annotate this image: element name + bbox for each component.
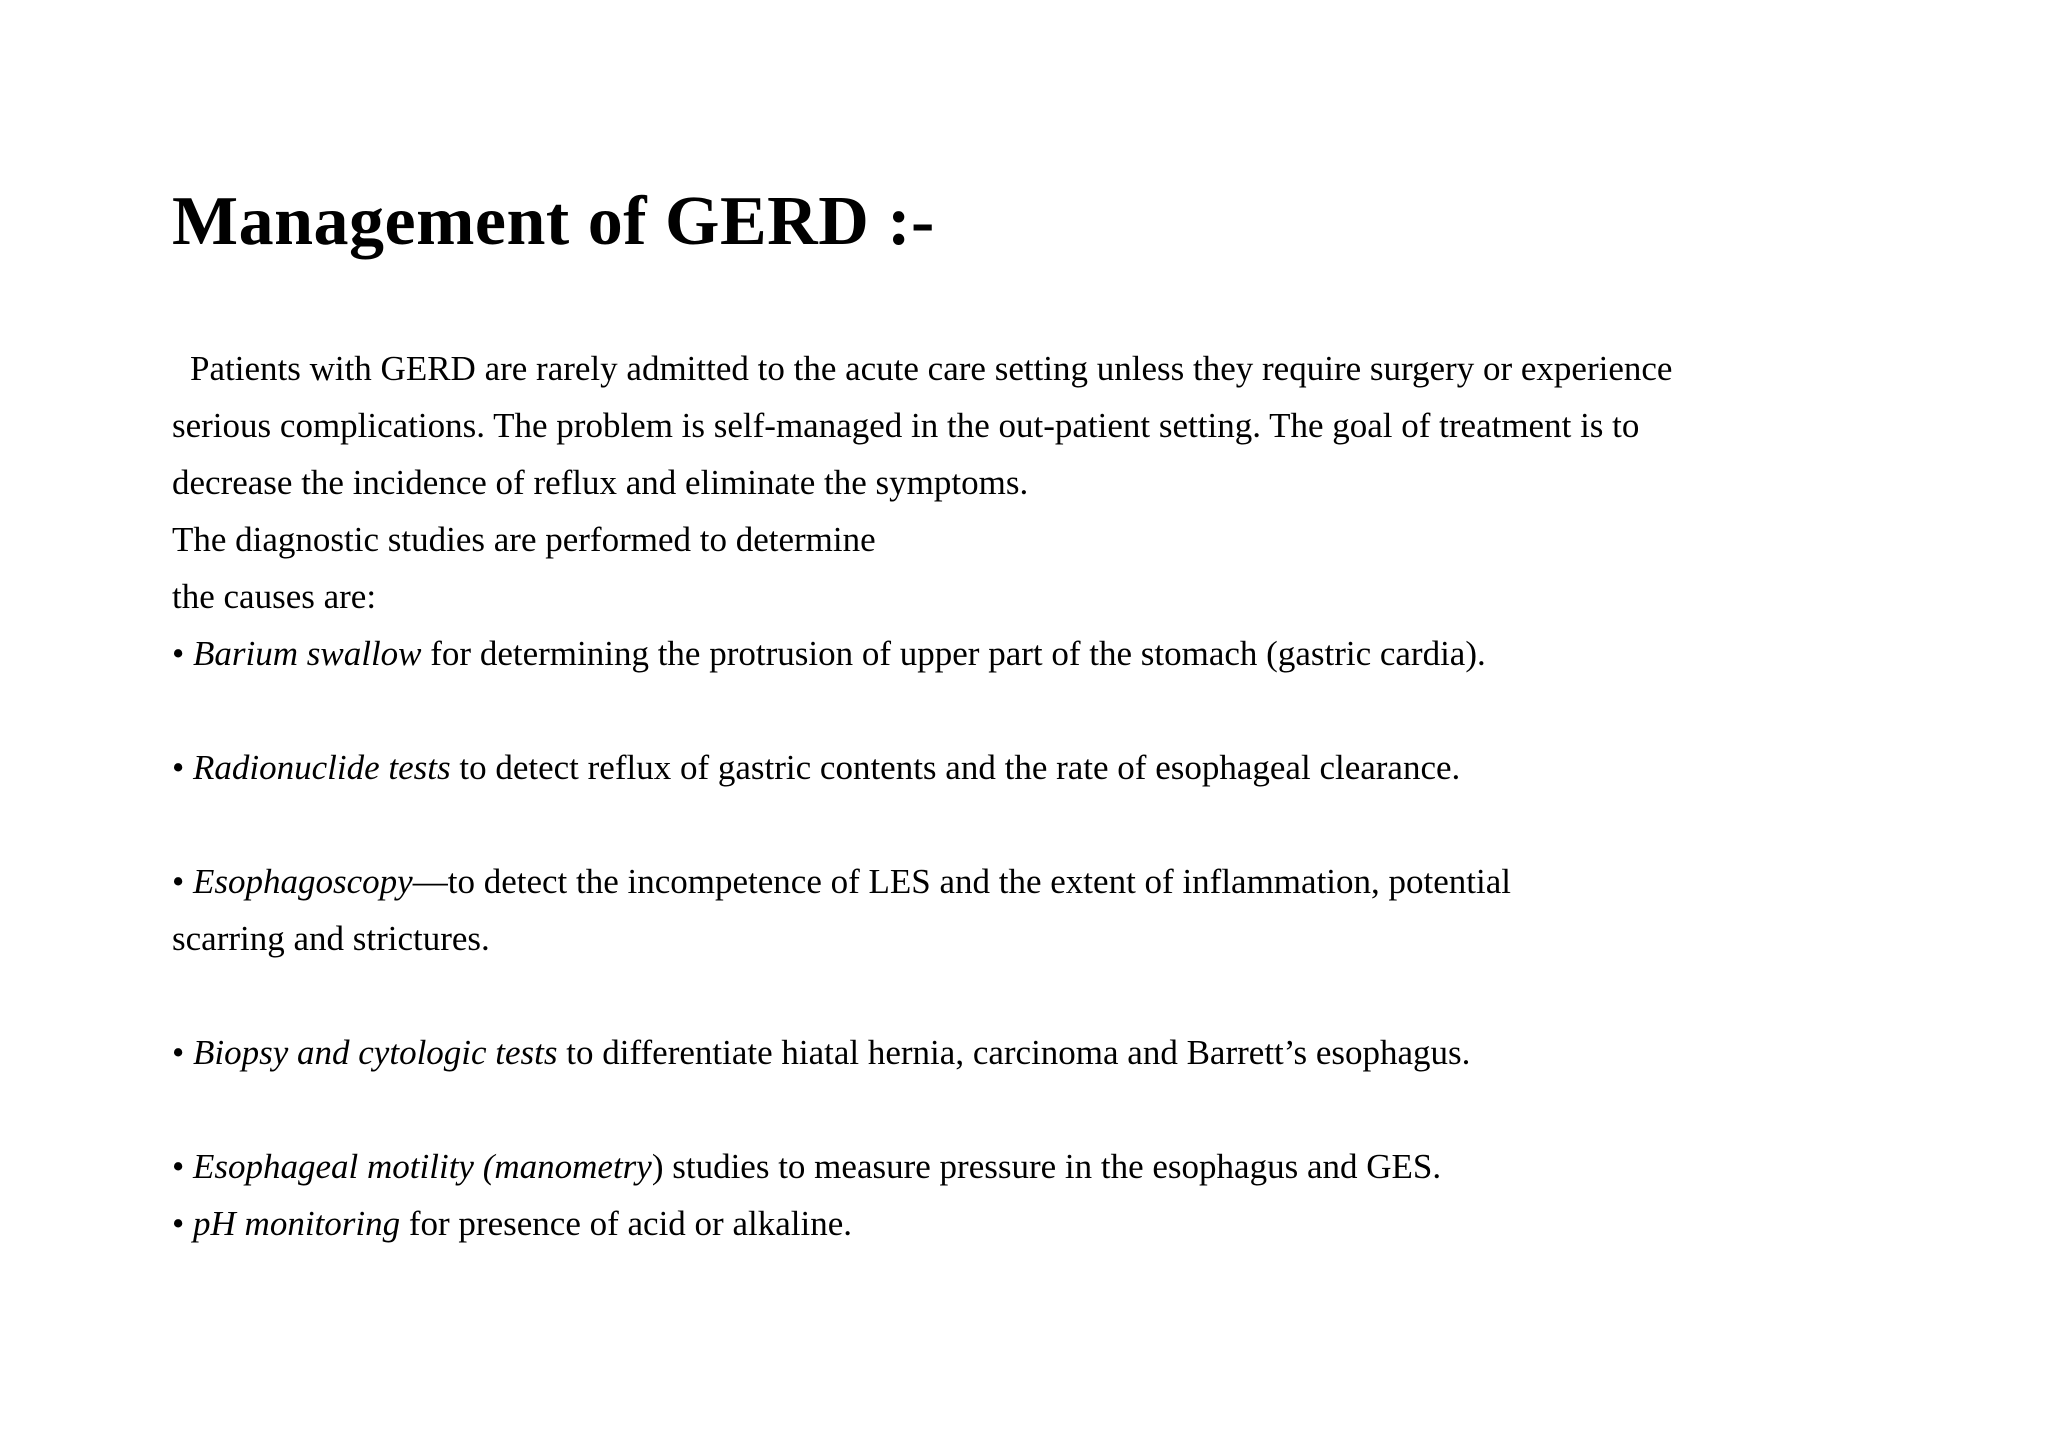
lead-line-2: the causes are: <box>172 577 377 616</box>
intro-line-3: decrease the incidence of reflux and eliminate the symptoms. <box>172 463 1029 502</box>
lead-line-1: The diagnostic studies are performed to determine <box>172 520 876 559</box>
bullet-text: ) studies to measure pressure in the esophagus and GES. <box>651 1147 1442 1186</box>
bullet-term: Biopsy and cytologic tests <box>193 1033 558 1072</box>
paragraph-gap <box>172 796 1732 853</box>
paragraph-gap <box>172 967 1732 1024</box>
bullet-item-ph-monitoring <box>172 1195 1732 1252</box>
bullet-item-barium-swallow <box>172 625 1732 682</box>
intro-line-1: Patients with GERD are rarely admitted to the acute care setting unless they require surgery or experience <box>190 349 1673 388</box>
bullet-term: Esophageal motility (manometry <box>193 1147 652 1186</box>
bullet-item-esophageal-motility <box>172 1138 1732 1195</box>
paragraph-gap <box>172 1081 1732 1138</box>
bullet-item-esophagoscopy <box>172 853 1732 910</box>
bullet-continuation: scarring and strictures. <box>172 919 490 958</box>
bullet-marker: • <box>172 634 185 673</box>
bullet-marker: • <box>172 1147 185 1186</box>
bullet-text: to differentiate hiatal hernia, carcinoma and Barrett’s esophagus. <box>557 1033 1471 1072</box>
bullet-text: —to detect the incompetence of LES and the extent of inflammation, potential <box>412 862 1511 901</box>
bullet-marker: • <box>172 1204 185 1243</box>
bullet-term: pH monitoring <box>193 1204 401 1243</box>
bullet-term: Barium swallow <box>193 634 422 673</box>
bullet-item-radionuclide-tests <box>172 739 1732 796</box>
bullet-text: for determining the protrusion of upper part of the stomach (gastric cardia). <box>421 634 1486 673</box>
intro-line-2: serious complications. The problem is self-managed in the out-patient setting. The goal of treatment is to <box>172 406 1640 445</box>
page-title: Management of GERD :- <box>172 183 935 260</box>
bullet-marker: • <box>172 748 185 787</box>
bullet-text: for presence of acid or alkaline. <box>400 1204 852 1243</box>
bullet-marker: • <box>172 1033 185 1072</box>
paragraph-gap <box>172 682 1732 739</box>
document-body <box>172 340 1732 1252</box>
bullet-marker: • <box>172 862 185 901</box>
bullet-item-biopsy <box>172 1024 1732 1081</box>
document-page <box>172 180 1732 1252</box>
bullet-text: to detect reflux of gastric contents and the rate of esophageal clearance. <box>450 748 1461 787</box>
bullet-term: Radionuclide tests <box>193 748 451 787</box>
bullet-term: Esophagoscopy <box>193 862 413 901</box>
